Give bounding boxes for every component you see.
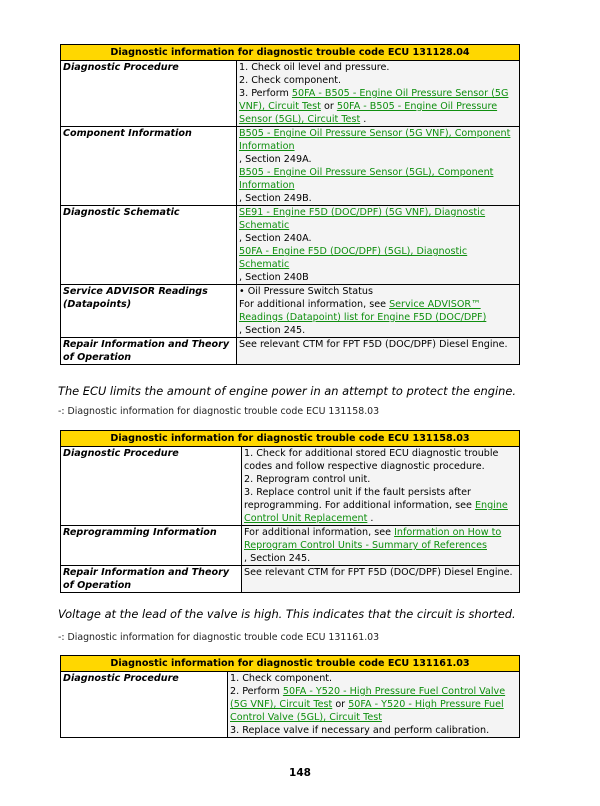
dtc-table-131161 — [60, 655, 520, 738]
table-row — [61, 61, 520, 127]
value-text: . — [360, 114, 367, 125]
reference-link[interactable]: 50FA - Y520 - High Pressure Fuel Control Valve (5G VNF), Circuit Test — [230, 686, 506, 710]
dtc-table-131128 — [60, 44, 520, 365]
value-text: 3. Replace control unit if the fault persists after reprogramming. For additional information, see — [244, 487, 475, 511]
row-label: Diagnostic Schematic — [61, 206, 237, 285]
reference-link[interactable]: B505 - Engine Oil Pressure Sensor (5GL), Component Information — [239, 167, 494, 191]
value-text: 1. Check component. — [230, 673, 333, 684]
value-text: . — [367, 513, 374, 524]
value-line — [239, 206, 517, 232]
dtc-caption-131161: -: Diagnostic information for diagnostic trouble code ECU 131161.03 — [58, 632, 380, 643]
value-text: 2. Reprogram control unit. — [244, 474, 371, 485]
value-text: 1. Check oil level and pressure. — [239, 62, 390, 73]
value-line — [239, 166, 517, 192]
dtc-caption-131158: -: Diagnostic information for diagnostic trouble code ECU 131158.03 — [58, 406, 380, 417]
page-number: 148 — [289, 767, 311, 779]
value-text: 1. Check for additional stored ECU diagnostic trouble codes and follow respective diagnostic procedure. — [244, 448, 499, 472]
row-label: Service ADVISOR Readings (Datapoints) — [61, 285, 237, 338]
value-line — [244, 447, 517, 473]
value-text: 3. Perform — [239, 88, 292, 99]
row-value — [237, 285, 520, 338]
value-line — [239, 232, 517, 245]
value-line — [239, 298, 517, 324]
reference-link[interactable]: 50FA - Y520 - High Pressure Fuel Control Valve (5GL), Circuit Test — [230, 699, 504, 723]
table-row — [61, 447, 520, 526]
value-text: , Section 245. — [239, 325, 306, 336]
value-text: , Section 245. — [244, 553, 311, 564]
value-line — [230, 672, 517, 685]
table-row — [61, 338, 520, 365]
value-text: For additional information, see — [244, 527, 395, 538]
value-text: For additional information, see — [239, 299, 390, 310]
value-text: • Oil Pressure Switch Status — [239, 286, 373, 297]
row-value — [242, 526, 520, 566]
value-text: , Section 240B — [239, 272, 309, 283]
value-line — [244, 566, 517, 579]
reference-link[interactable]: Information on How to Reprogram Control Units - Summary of References — [244, 527, 502, 551]
value-text: , Section 249A. — [239, 154, 312, 165]
value-line — [239, 74, 517, 87]
value-line — [230, 685, 517, 724]
value-text: 3. Replace valve if necessary and perform calibration. — [230, 725, 490, 736]
value-line — [239, 192, 517, 205]
table-header: Diagnostic information for diagnostic trouble code ECU 131161.03 — [61, 656, 520, 672]
value-text: 2. Perform — [230, 686, 283, 697]
value-line — [244, 486, 517, 525]
reference-link[interactable]: Service ADVISOR™ Readings (Datapoint) list for Engine F5D (DOC/DPF) — [239, 299, 487, 323]
value-line — [244, 526, 517, 552]
value-line — [239, 338, 517, 351]
value-text: or — [320, 101, 337, 112]
row-label: Diagnostic Procedure — [61, 447, 242, 526]
valve-voltage-note: Voltage at the lead of the valve is high. This indicates that the circuit is shorted. — [58, 607, 516, 621]
table-row — [61, 672, 520, 738]
row-value — [228, 672, 520, 738]
row-label: Component Information — [61, 127, 237, 206]
reference-link[interactable]: 50FA - Engine F5D (DOC/DPF) (5GL), Diagnostic Schematic — [239, 246, 468, 270]
value-line — [239, 324, 517, 337]
dtc-table-131158 — [60, 430, 520, 593]
row-value — [242, 566, 520, 593]
row-value — [237, 61, 520, 127]
table-row — [61, 566, 520, 593]
engine-power-note: The ECU limits the amount of engine power in an attempt to protect the engine. — [58, 384, 517, 398]
value-line — [239, 127, 517, 153]
value-line — [239, 245, 517, 271]
table-row — [61, 127, 520, 206]
value-text: See relevant CTM for FPT F5D (DOC/DPF) Diesel Engine. — [244, 567, 513, 578]
value-text: or — [332, 699, 349, 710]
reference-link[interactable]: B505 - Engine Oil Pressure Sensor (5G VNF), Component Information — [239, 128, 511, 152]
row-label: Repair Information and Theory of Operation — [61, 338, 237, 365]
value-text: , Section 249B. — [239, 193, 312, 204]
row-label: Diagnostic Procedure — [61, 61, 237, 127]
value-line — [230, 724, 517, 737]
row-value — [237, 206, 520, 285]
table-header: Diagnostic information for diagnostic trouble code ECU 131128.04 — [61, 45, 520, 61]
value-text: , Section 240A. — [239, 233, 312, 244]
reference-link[interactable]: SE91 - Engine F5D (DOC/DPF) (5G VNF), Diagnostic Schematic — [239, 207, 486, 231]
value-text: See relevant CTM for FPT F5D (DOC/DPF) Diesel Engine. — [239, 339, 508, 350]
row-value — [242, 447, 520, 526]
value-text: 2. Check component. — [239, 75, 342, 86]
row-label: Repair Information and Theory of Operation — [61, 566, 242, 593]
value-line — [239, 285, 517, 298]
table-row — [61, 206, 520, 285]
reference-link[interactable]: Engine Control Unit Replacement — [244, 500, 508, 524]
reference-link[interactable]: 50FA - B505 - Engine Oil Pressure Sensor (5G VNF), Circuit Test — [239, 88, 509, 112]
value-line — [239, 271, 517, 284]
value-line — [244, 552, 517, 565]
table-row — [61, 526, 520, 566]
table-row — [61, 285, 520, 338]
row-label: Diagnostic Procedure — [61, 672, 228, 738]
row-label: Reprogramming Information — [61, 526, 242, 566]
value-line — [239, 153, 517, 166]
row-value — [237, 338, 520, 365]
value-line — [239, 87, 517, 126]
row-value — [237, 127, 520, 206]
value-line — [239, 61, 517, 74]
reference-link[interactable]: 50FA - B505 - Engine Oil Pressure Sensor (5GL), Circuit Test — [239, 101, 498, 125]
table-header: Diagnostic information for diagnostic trouble code ECU 131158.03 — [61, 431, 520, 447]
value-line — [244, 473, 517, 486]
